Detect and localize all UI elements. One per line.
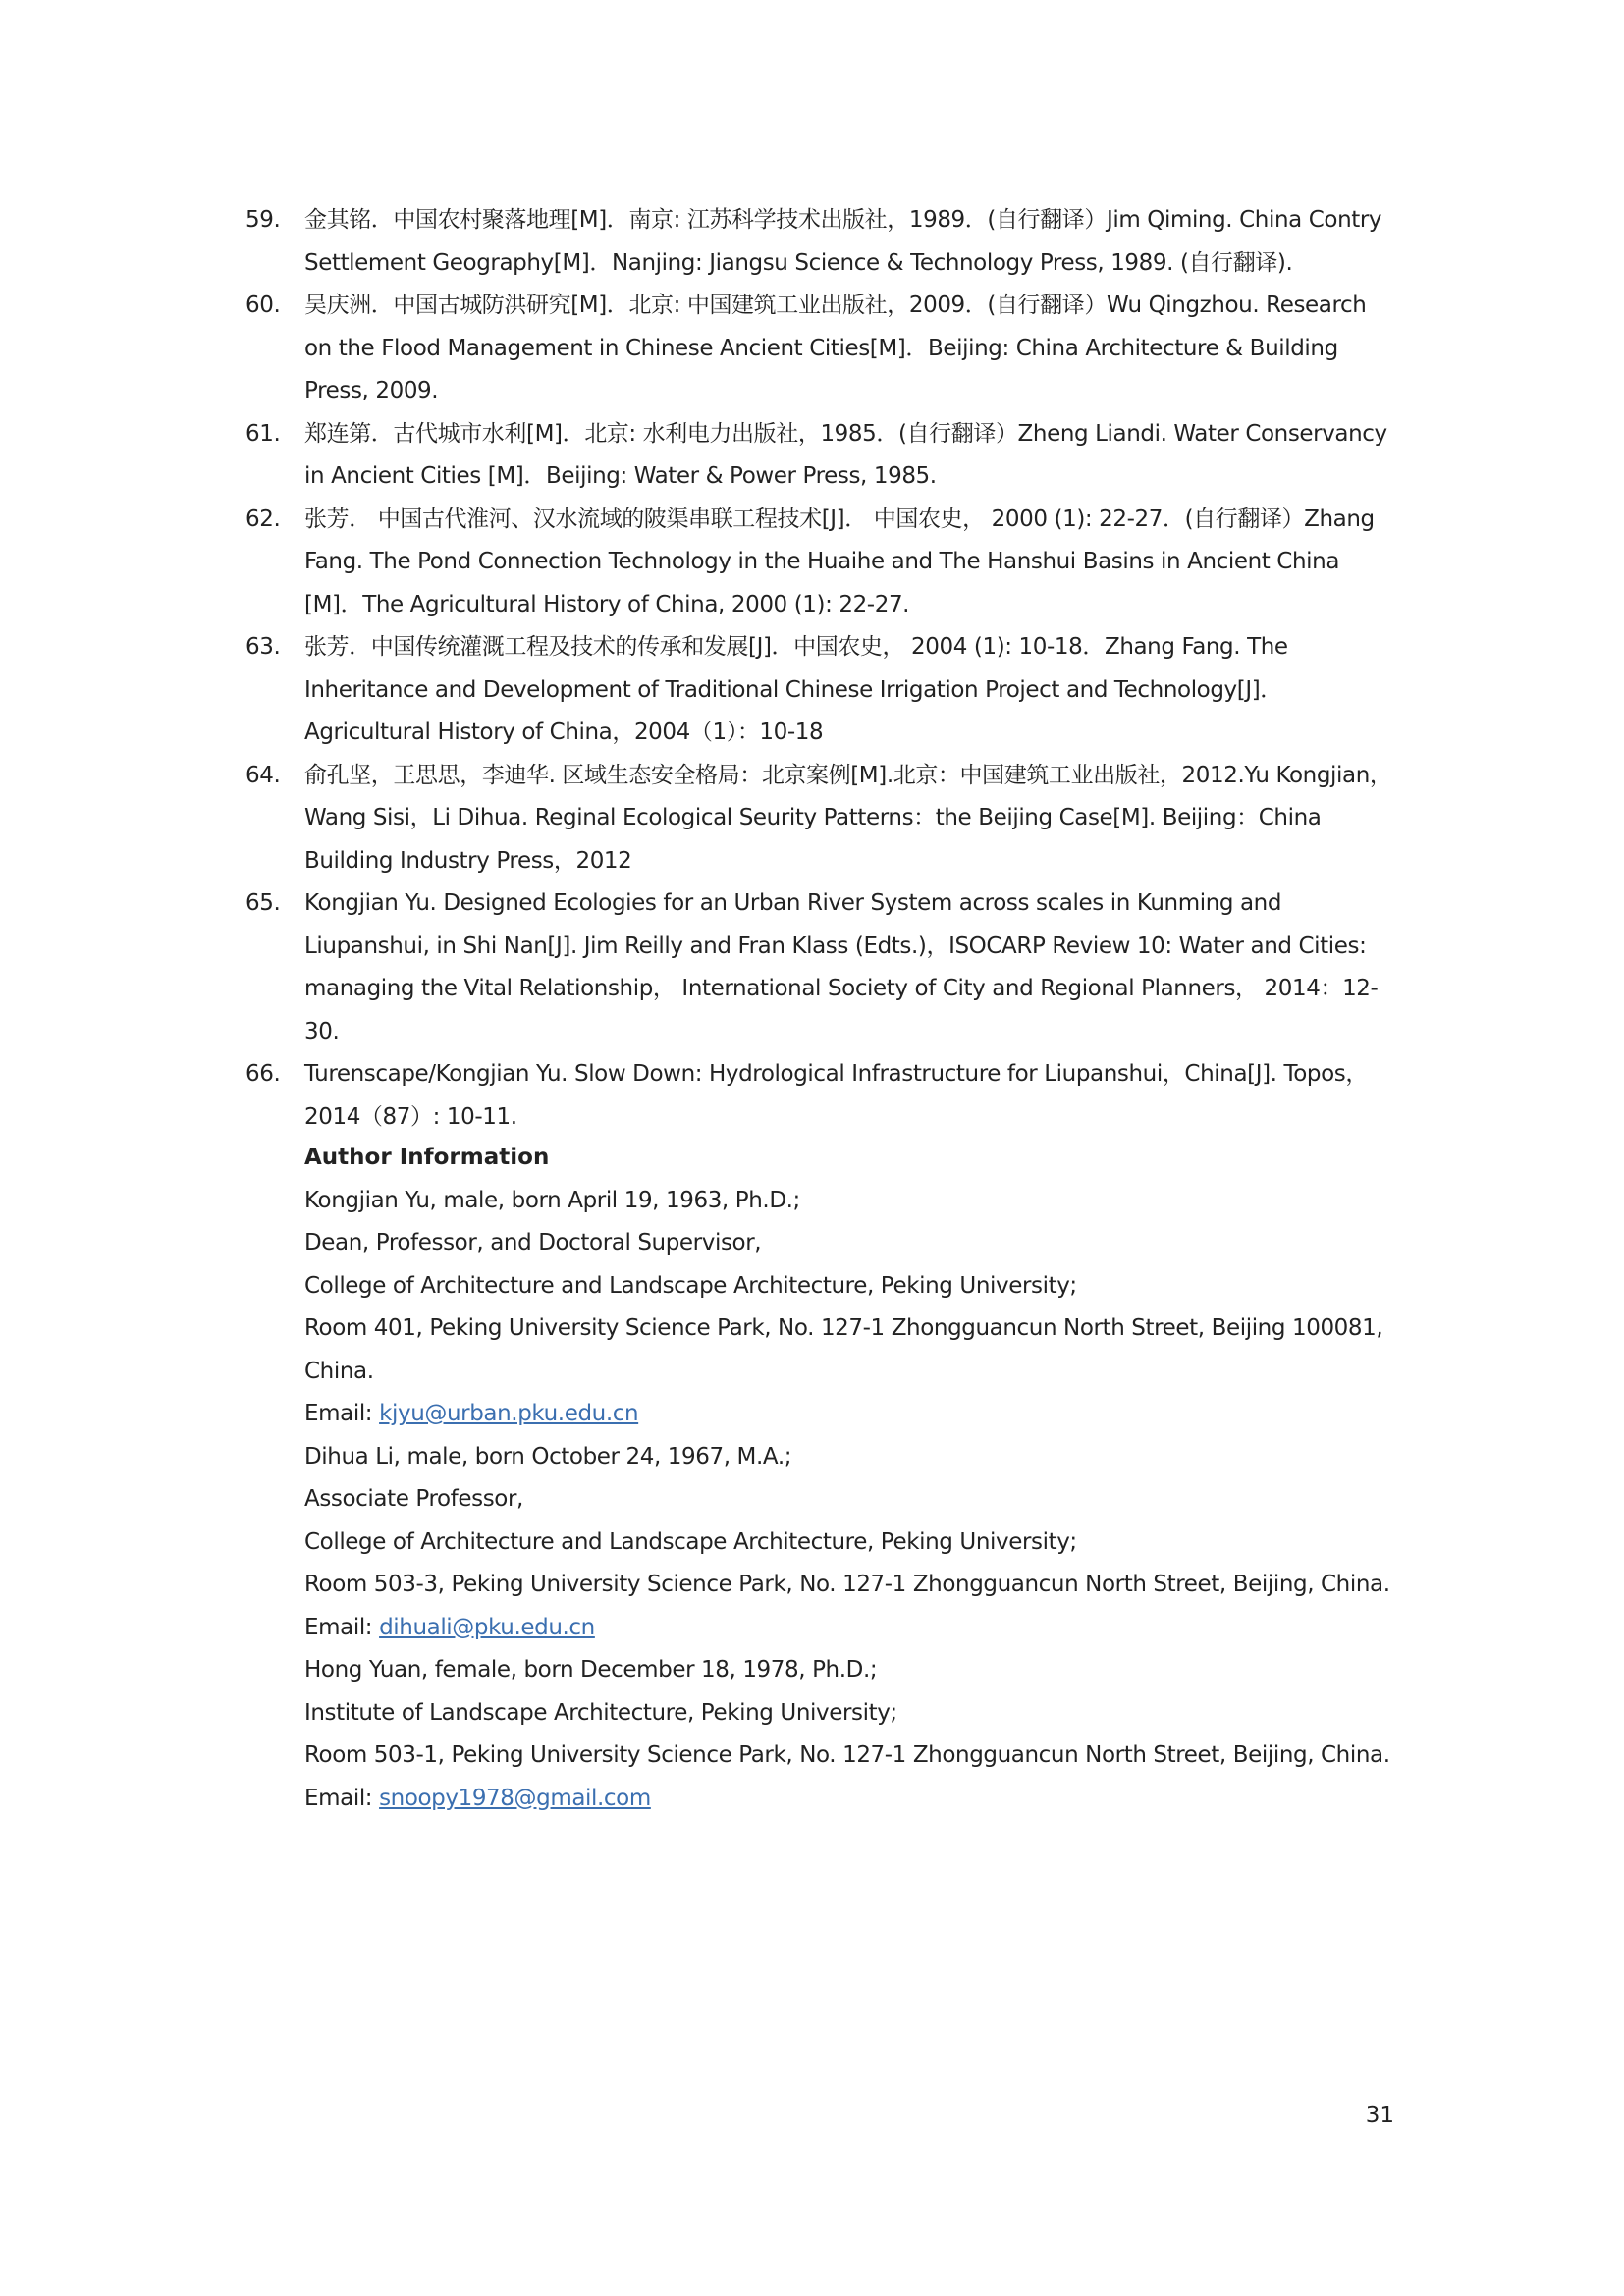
reference-item [245, 413, 1394, 499]
author-detail-line: Room 503-3, Peking University Science Park, No. 127-1 Zhongguancun North Street, Beijing, China. [304, 1572, 1390, 1597]
author-email-link[interactable]: snoopy1978@gmail.com [379, 1785, 651, 1811]
author-email-line [304, 1607, 1394, 1650]
reference-item [245, 755, 1394, 883]
reference-text: 俞孔坚，王思思，李迪华. 区域生态安全格局：北京案例[M].北京：中国建筑工业出版社，2012.Yu Kongjian，Wang Sisi，Li Dihua. Reginal Ecological Seurity Patterns：the Beijing Case[M]. Beijing：China Building Industry Press，2012 [304, 762, 1392, 874]
reference-number: 66. [245, 1061, 281, 1087]
reference-number: 63. [245, 634, 281, 660]
reference-number: 64. [245, 762, 281, 788]
reference-text: Turenscape/Kongjian Yu. Slow Down: Hydrological Infrastructure for Liupanshui，China[J]. Topos，2014（87）: 10-11. [304, 1061, 1368, 1130]
reference-text: 吴庆洲．中国古城防洪研究[M]．北京: 中国建筑工业出版社，2009．(自行翻译）Wu Qingzhou. Research on the Flood Management in Chinese Ancient Cities[M]．Beijing: China Architecture & Building Press, 2009. [304, 293, 1367, 403]
reference-item [245, 626, 1394, 755]
author-detail-line: Institute of Landscape Architecture, Peking University; [304, 1699, 897, 1726]
reference-number: 59. [245, 207, 281, 233]
reference-number: 60. [245, 293, 281, 318]
author-email-link[interactable]: dihuali@pku.edu.cn [379, 1614, 595, 1640]
reference-item [245, 882, 1394, 1053]
author-detail-line: Room 401, Peking University Science Park, No. 127-1 Zhongguancun North Street, Beijing 100081, China. [304, 1315, 1383, 1384]
author-detail-line: Dihua Li, male, born October 24, 1967, M.A.; [304, 1443, 792, 1469]
reference-number: 61. [245, 420, 281, 447]
reference-item [245, 1053, 1394, 1139]
author-email-link[interactable]: kjyu@urban.pku.edu.cn [379, 1401, 639, 1426]
reference-text: 郑连第．古代城市水利[M]．北京: 水利电力出版社，1985．(自行翻译）Zheng Liandi. Water Conservancy in Ancient Cities [M]．Beijing: Water & Power Press, 1985. [304, 420, 1387, 489]
reference-text: 张芳．中国传统灌溉工程及技术的传承和发展[J]．中国农史， 2004 (1): 10-18．Zhang Fang. The Inheritance and Development of Traditional Chinese Irrigation Project and Technology[J]．Agricultural History of China，2004（1）：10-18 [304, 634, 1288, 745]
reference-number: 65. [245, 890, 281, 916]
author-email-line [304, 1393, 1394, 1436]
author-detail-line: Associate Professor, [304, 1486, 523, 1512]
author-information-section [304, 1137, 1394, 1820]
page-number: 31 [1365, 2103, 1394, 2128]
author-detail-line: College of Architecture and Landscape Architecture, Peking University; [304, 1528, 1077, 1555]
reference-text: Kongjian Yu. Designed Ecologies for an Urban River System across scales in Kunming and Liupanshui, in Shi Nan[J]. Jim Reilly and Fran Klass (Edts.)，ISOCARP Review 10: Water and Cities: managing the Vital Relationship， International Society of City and Regional Planners， 2014：12-30. [304, 890, 1379, 1044]
author-detail-line: College of Architecture and Landscape Architecture, Peking University; [304, 1272, 1077, 1299]
author-detail-line: Kongjian Yu, male, born April 19, 1963, Ph.D.; [304, 1187, 800, 1213]
reference-item [245, 199, 1394, 285]
author-information-heading: Author Information [304, 1145, 550, 1170]
reference-number: 62. [245, 506, 281, 532]
author-detail-line: Hong Yuan, female, born December 18, 1978, Ph.D.; [304, 1657, 878, 1682]
reference-text: 金其铭．中国农村聚落地理[M]．南京: 江苏科学技术出版社，1989．(自行翻译）Jim Qiming. China Contry Settlement Geography[M]．Nanjing: Jiangsu Science & Technology Press, 1989. (自行翻译). [304, 207, 1382, 276]
author-detail-line: Dean, Professor, and Doctoral Supervisor, [304, 1230, 762, 1255]
reference-list [245, 199, 1394, 1139]
reference-text: 张芳． 中国古代淮河、汉水流域的陂渠串联工程技术[J]． 中国农史， 2000 (1): 22-27．(自行翻译）Zhang Fang. The Pond Connection Technology in the Huaihe and The Hanshui Basins in Ancient China [M]．The Agricultural History of China, 2000 (1): 22-27. [304, 506, 1375, 617]
reference-item [245, 285, 1394, 413]
reference-item [245, 499, 1394, 627]
email-label: Email: [304, 1785, 380, 1811]
email-label: Email: [304, 1401, 380, 1426]
author-detail-line: Room 503-1, Peking University Science Park, No. 127-1 Zhongguancun North Street, Beijing, China. [304, 1742, 1390, 1768]
author-email-line [304, 1778, 1394, 1821]
email-label: Email: [304, 1614, 380, 1640]
